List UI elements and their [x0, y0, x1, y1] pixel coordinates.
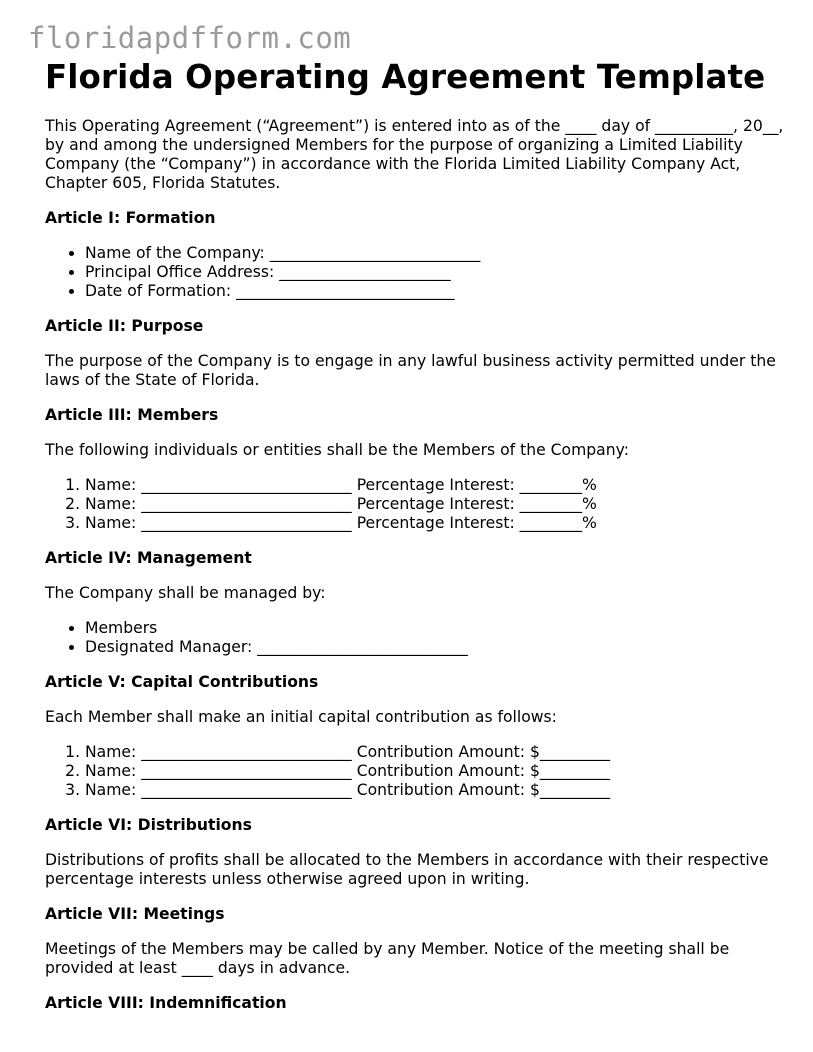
purpose-paragraph: The purpose of the Company is to engage in any lawful business activity permitted under the laws of the State of Florida.: [45, 352, 776, 389]
meetings-paragraph: Meetings of the Members may be called by any Member. Notice of the meeting shall be provided at least ____ days in advance.: [45, 940, 730, 977]
document-body: [45, 56, 785, 1013]
formation-item-company-name: • Name of the Company: ___________________________: [85, 244, 785, 263]
contribution-item: 2. Name: ___________________________ Contribution Amount: $_________: [85, 762, 785, 781]
watermark-text: floridapdfform.com: [28, 21, 352, 55]
article-5-heading: Article V: Capital Contributions: [45, 673, 319, 691]
member-item: 3. Name: ___________________________ Percentage Interest: ________%: [85, 514, 785, 533]
formation-item-office-address: • Principal Office Address: ______________________: [85, 263, 785, 282]
article-7-heading: Article VII: Meetings: [45, 905, 225, 923]
intro-paragraph: This Operating Agreement (“Agreement”) is entered into as of the ____ day of __________, 20__, by and among the undersigned Members for the purpose of organizing a Limited Liability Company (the “Company”) in accordance with the Florida Limited Liability Company Act, Chapter 605, Florida Statutes.: [45, 117, 784, 192]
management-paragraph: The Company shall be managed by:: [45, 584, 326, 602]
article-6-heading: Article VI: Distributions: [45, 816, 252, 834]
article-4-heading: Article IV: Management: [45, 549, 252, 567]
article-3-heading: Article III: Members: [45, 406, 219, 424]
contributions-list: [45, 743, 785, 800]
distributions-paragraph: Distributions of profits shall be allocated to the Members in accordance with their respective percentage interests unless otherwise agreed upon in writing.: [45, 851, 769, 888]
contribution-item: 3. Name: ___________________________ Contribution Amount: $_________: [85, 781, 785, 800]
member-item: 1. Name: ___________________________ Percentage Interest: ________%: [85, 476, 785, 495]
management-list: [45, 619, 785, 657]
article-1-heading: Article I: Formation: [45, 209, 216, 227]
article-8-heading: Article VIII: Indemnification: [45, 994, 287, 1012]
member-item: 2. Name: ___________________________ Percentage Interest: ________%: [85, 495, 785, 514]
formation-item-date: • Date of Formation: ____________________________: [85, 282, 785, 301]
management-item-members: • Members: [85, 619, 785, 638]
article-2-heading: Article II: Purpose: [45, 317, 204, 335]
members-paragraph: The following individuals or entities shall be the Members of the Company:: [45, 441, 629, 459]
members-list: [45, 476, 785, 533]
contributions-paragraph: Each Member shall make an initial capital contribution as follows:: [45, 708, 557, 726]
management-item-manager: • Designated Manager: ___________________________: [85, 638, 785, 657]
formation-list: [45, 244, 785, 301]
page-title: Florida Operating Agreement Template: [45, 58, 766, 96]
contribution-item: 1. Name: ___________________________ Contribution Amount: $_________: [85, 743, 785, 762]
